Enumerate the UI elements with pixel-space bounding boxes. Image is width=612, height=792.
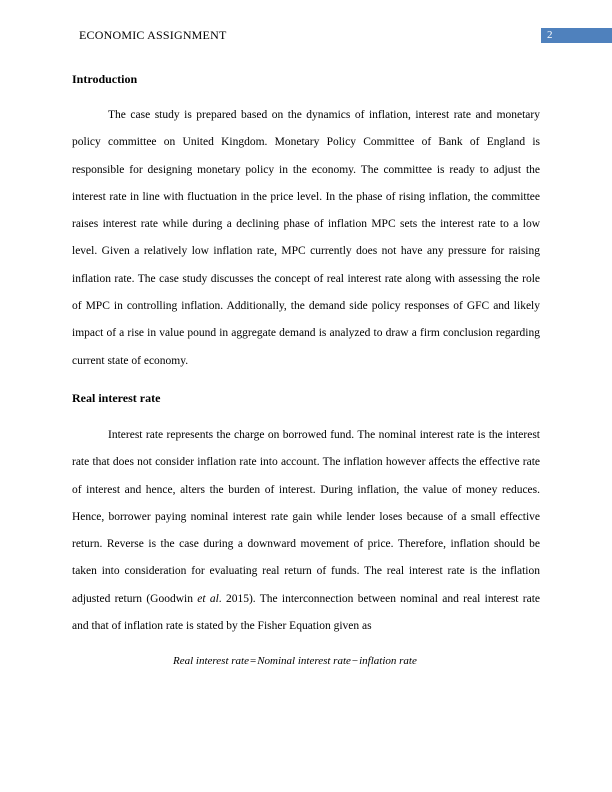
section-heading-introduction: Introduction	[72, 72, 138, 86]
fisher-equation	[173, 655, 417, 667]
real-interest-rate-paragraph	[72, 422, 540, 640]
paragraph-text-after-citation: . 2015). The interconnection between nominal and real interest rate and that of inflation rate is stated by the Fisher Equation given as	[72, 592, 541, 633]
header-title: ECONOMIC ASSIGNMENT	[79, 28, 227, 42]
equation-lhs: Real interest rate	[173, 655, 249, 667]
citation-et-al: et al	[197, 592, 219, 605]
equation-minus: −	[351, 655, 359, 667]
page-number: 2	[541, 28, 612, 43]
equation-term-nominal: Nominal interest rate	[257, 655, 351, 667]
introduction-paragraph: The case study is prepared based on the dynamics of inflation, interest rate and monetary policy committee on United Kingdom. Monetary Policy Committee of Bank of England is responsible for designing monetary policy in the economy. The committee is ready to adjust the interest rate in line with fluctuation in the price level. In the phase of rising inflation, the committee raises interest rate while during a declining phase of inflation MPC sets the interest rate to a low level. Given a relatively low inflation rate, MPC currently does not have any pressure for raising inflation rate. The case study discusses the concept of real interest rate along with assessing the role of MPC in controlling inflation. Additionally, the demand side policy responses of GFC and likely impact of a rise in value pound in aggregate demand is analyzed to draw a firm conclusion regarding current state of economy.	[72, 109, 540, 367]
equation-term-inflation: inflation rate	[359, 655, 417, 667]
paragraph-text-before-citation: Interest rate represents the charge on borrowed fund. The nominal interest rate is the interest rate that does not consider inflation rate into account. The inflation however affects the effective rate of interest and hence, alters the burden of interest. During inflation, the value of money reduces. Hence, borrower paying nominal interest rate gain while lender loses because of a small effective return. Reverse is the case during a downward movement of price. Therefore, inflation should be taken into consideration for evaluating real return of funds. The real interest rate is the inflation adjusted return (Goodwin	[72, 429, 540, 605]
section-heading-real-interest-rate: Real interest rate	[72, 391, 161, 405]
equation-equals: =	[249, 655, 257, 667]
